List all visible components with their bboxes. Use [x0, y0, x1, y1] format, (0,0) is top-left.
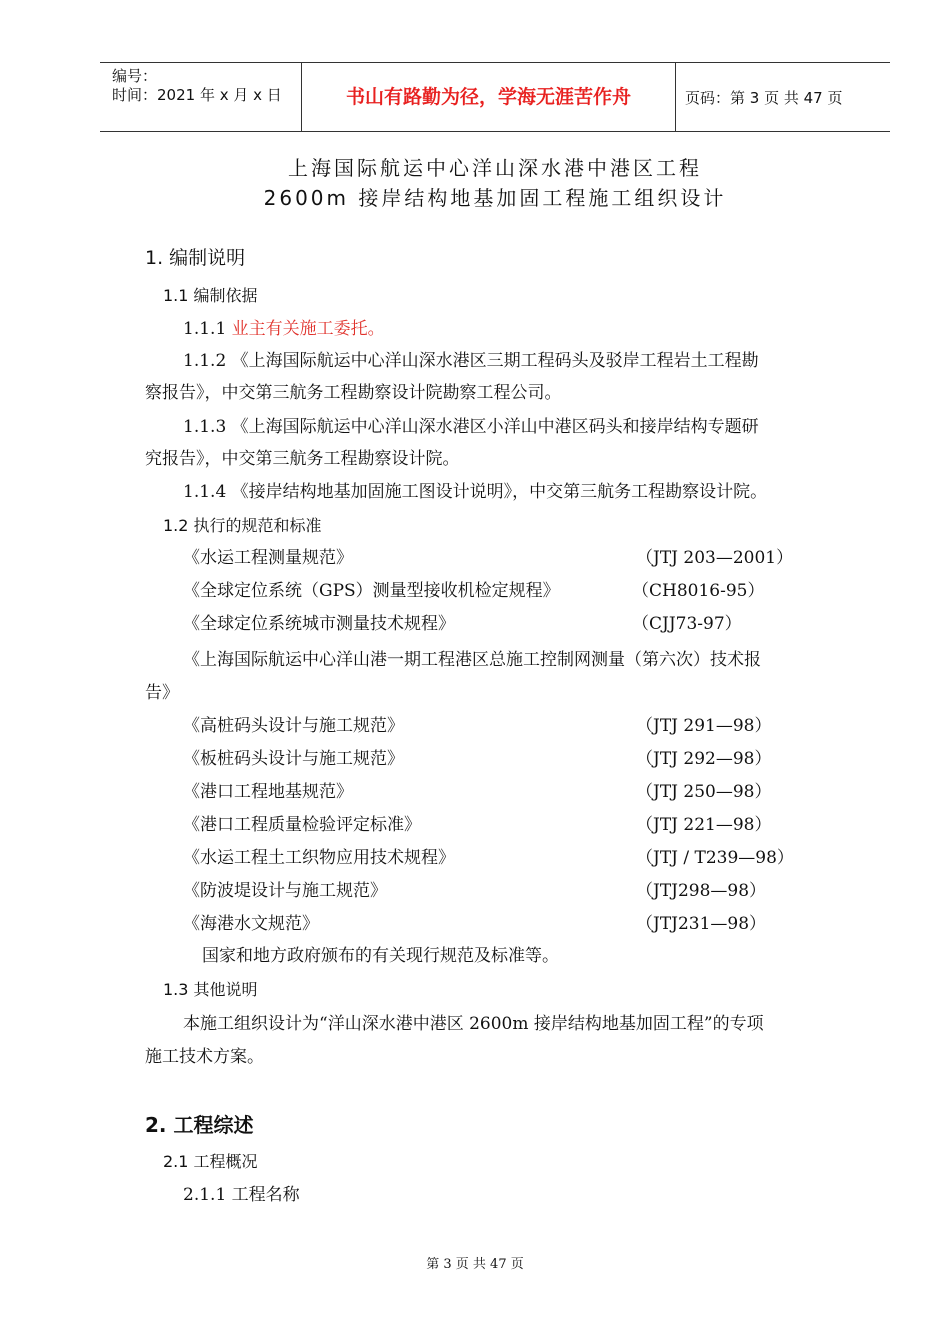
- standard-code: （JTJ298—98）: [636, 881, 767, 901]
- standards-closing: 国家和地方政府颁布的有关现行规范及标准等。: [202, 946, 559, 966]
- standard-code: （JTJ 203—2001）: [636, 548, 794, 568]
- item-1-1-1-text: 业主有关施工委托。: [231, 319, 385, 339]
- item-1-1-3-line2: 究报告》，中交第三航务工程勘察设计院。: [145, 449, 460, 469]
- section-1-1-heading: 1.1 编制依据: [163, 286, 258, 305]
- doc-title-line2: 2600m 接岸结构地基加固工程施工组织设计: [263, 186, 727, 210]
- standard-name: 《水运工程土工织物应用技术规程》: [183, 848, 455, 868]
- item-1-1-3-line1: 1.1.3 《上海国际航运中心洋山深水港区小洋山中港区码头和接岸结构专题研: [183, 417, 759, 437]
- standard-code: （JTJ 291—98）: [636, 716, 772, 736]
- page-header: [100, 62, 890, 132]
- standard-code: （JTJ 250—98）: [636, 782, 772, 802]
- item-1-1-4: 1.1.4 《接岸结构地基加固施工图设计说明》，中交第三航务工程勘察设计院。: [183, 482, 768, 502]
- header-page-info: 页码：第 3 页 共 47 页: [685, 89, 843, 107]
- standard-code: （JTJ 292—98）: [636, 749, 772, 769]
- section-1-2-heading: 1.2 执行的规范和标准: [163, 516, 322, 535]
- other-notes-line1: 本施工组织设计为“洋山深水港中港区 2600m 接岸结构地基加固工程”的专项: [183, 1014, 764, 1034]
- standard-long-line2: 告》: [145, 683, 179, 703]
- standard-name: 《港口工程质量检验评定标准》: [183, 815, 421, 835]
- item-2-1-1: 2.1.1 工程名称: [183, 1185, 300, 1205]
- standard-code: （CH8016-95）: [632, 581, 765, 601]
- standard-name: 《防波堤设计与施工规范》: [183, 881, 387, 901]
- item-1-1-2-line2: 察报告》，中交第三航务工程勘察设计院勘察工程公司。: [145, 383, 562, 403]
- standard-long-line1: 《上海国际航运中心洋山港一期工程港区总施工控制网测量（第六次）技术报: [183, 650, 761, 670]
- item-1-1-2-line1: 1.1.2 《上海国际航运中心洋山深水港区三期工程码头及驳岸工程岩土工程勘: [183, 351, 759, 371]
- section-2-1-heading: 2.1 工程概况: [163, 1152, 258, 1171]
- header-meta: [112, 67, 282, 105]
- standard-name: 《海港水文规范》: [183, 914, 319, 934]
- standard-name: 《港口工程地基规范》: [183, 782, 353, 802]
- item-1-1-1: [183, 318, 385, 340]
- header-number-label: 编号：: [112, 67, 158, 85]
- standard-code: （JTJ231—98）: [636, 914, 767, 934]
- header-motto: 书山有路勤为径，学海无涯苦作舟: [345, 86, 631, 108]
- header-date: 时间：2021 年 x 月 x 日: [112, 86, 282, 104]
- standard-name: 《板桩码头设计与施工规范》: [183, 749, 404, 769]
- standard-name: 《水运工程测量规范》: [183, 548, 353, 568]
- header-divider: [675, 63, 676, 131]
- standard-code: （CJJ73-97）: [632, 614, 742, 634]
- page-footer: 第 3 页 共 47 页: [426, 1257, 524, 1272]
- item-1-1-1-number: 1.1.1: [183, 319, 232, 339]
- standard-name: 《全球定位系统（GPS）测量型接收机检定规程》: [183, 581, 560, 601]
- section-1-3-heading: 1.3 其他说明: [163, 980, 258, 999]
- other-notes-line2: 施工技术方案。: [145, 1047, 264, 1067]
- standard-name: 《高桩码头设计与施工规范》: [183, 716, 404, 736]
- section-2-heading: 2. 工程综述: [145, 1113, 254, 1137]
- standard-code: （JTJ / T239—98）: [636, 848, 794, 868]
- standard-code: （JTJ 221—98）: [636, 815, 772, 835]
- section-1-heading: 1. 编制说明: [145, 247, 246, 269]
- doc-title-line1: 上海国际航运中心洋山深水港中港区工程: [288, 156, 702, 180]
- standard-name: 《全球定位系统城市测量技术规程》: [183, 614, 455, 634]
